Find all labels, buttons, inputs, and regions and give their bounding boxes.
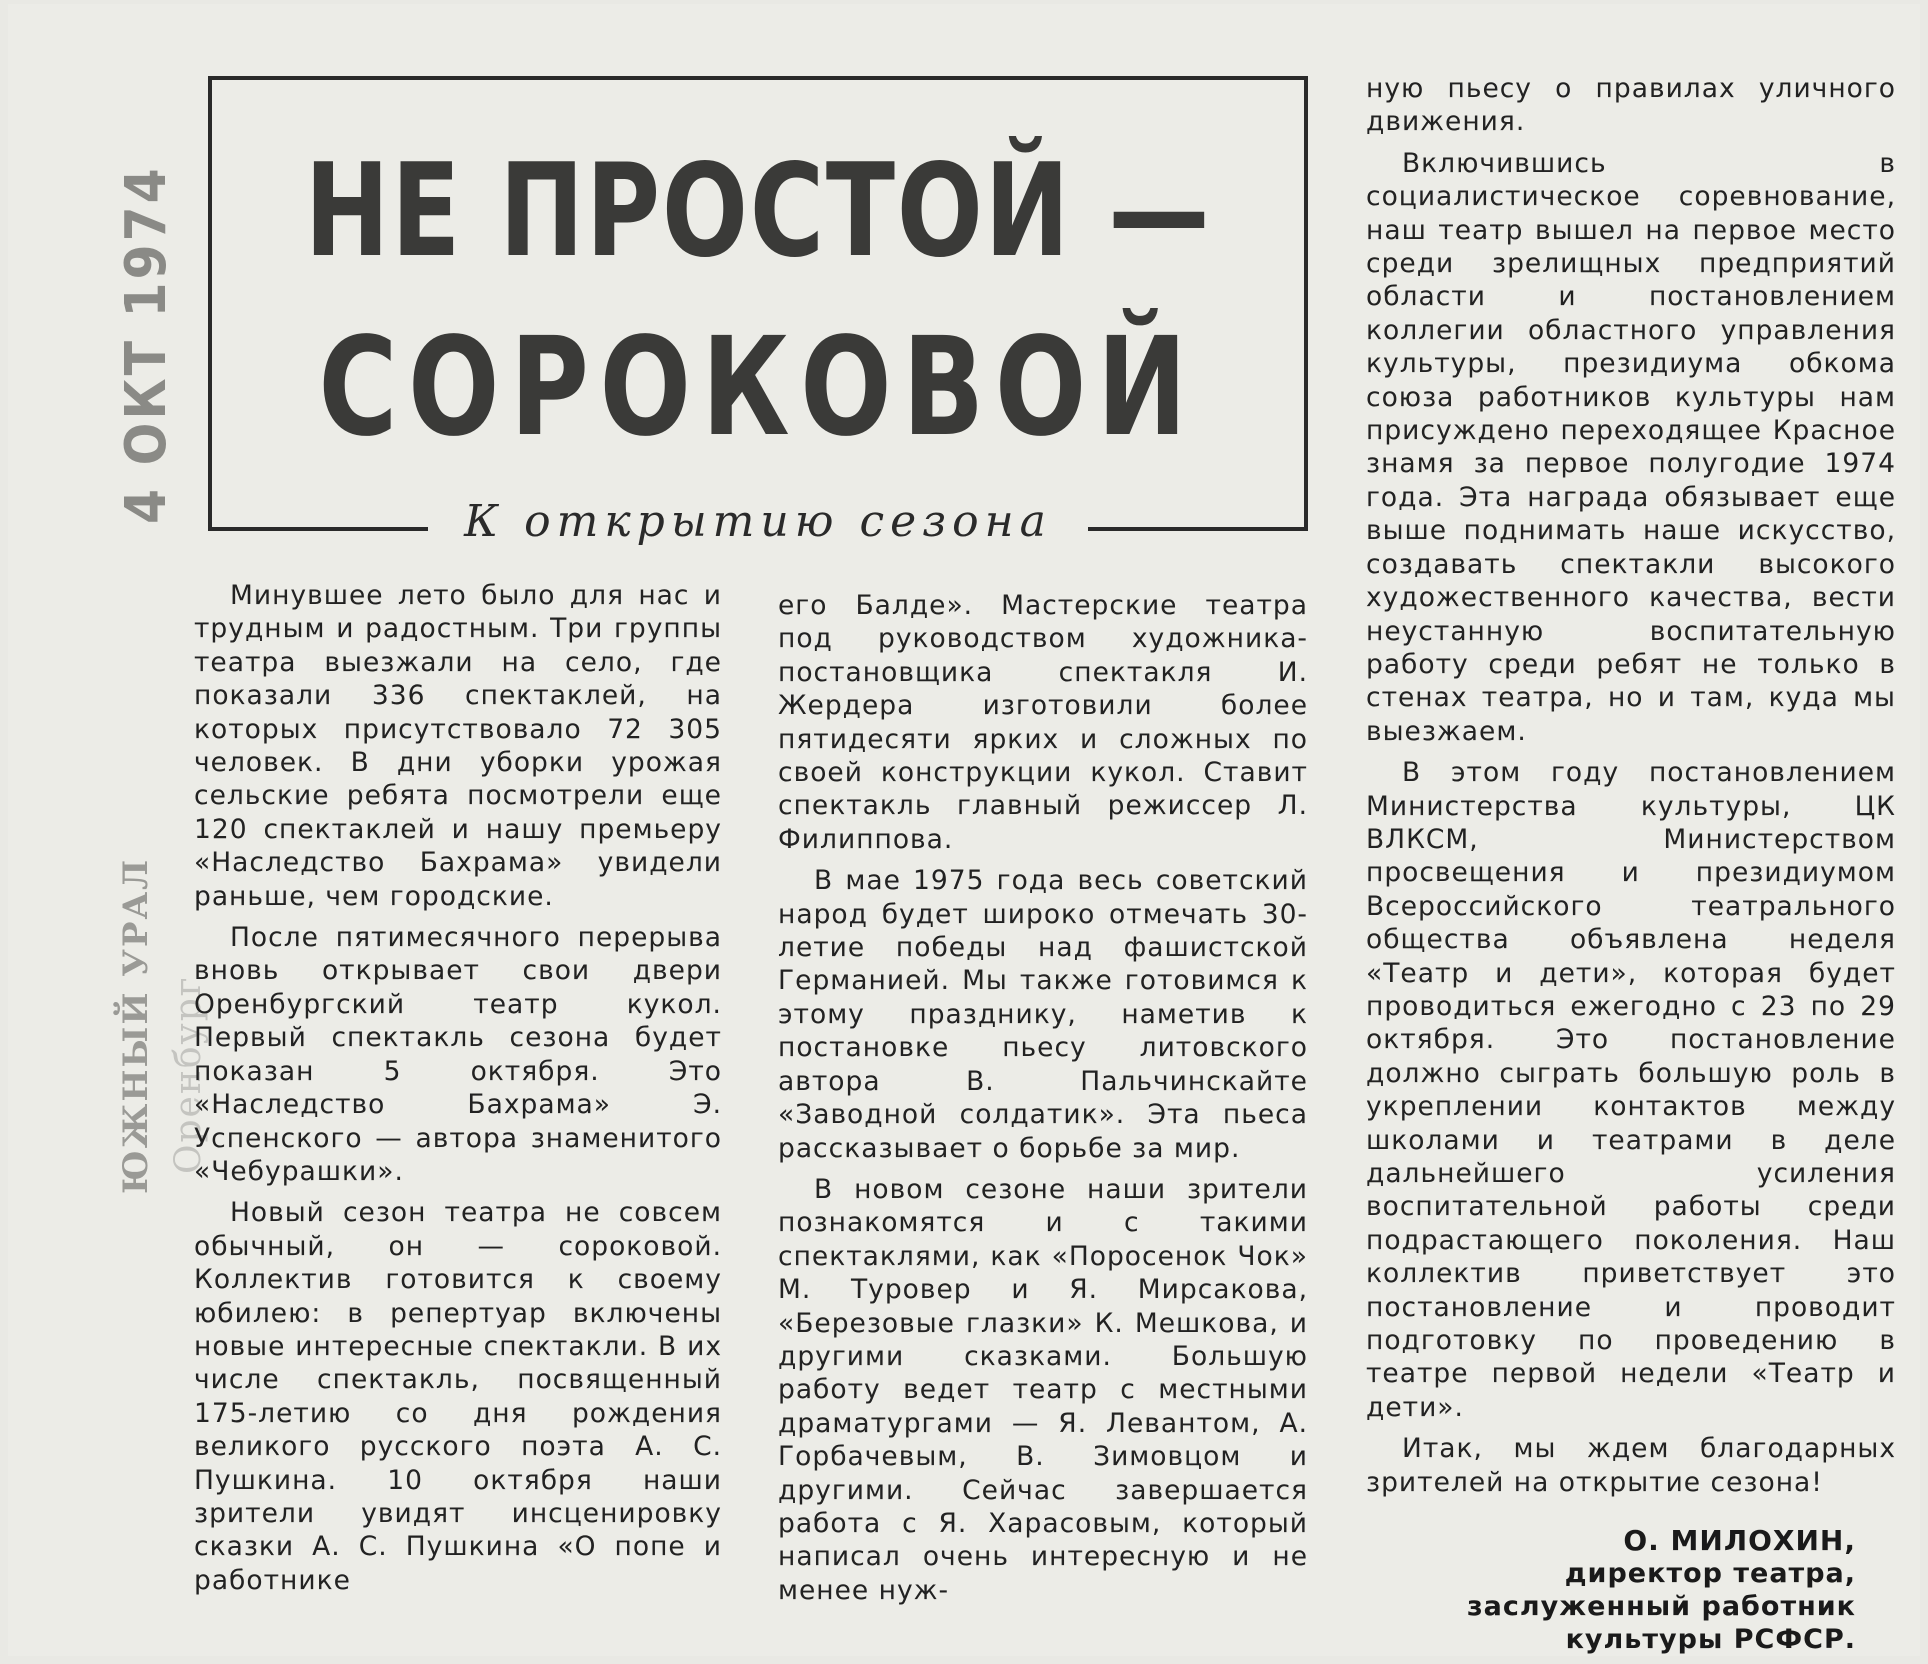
article-column-3 — [1366, 72, 1896, 1499]
article-column-2 — [778, 589, 1308, 1607]
date-stamp: 4 ОКТ 1974 — [114, 165, 179, 524]
article-subtitle: К открытию сезона — [428, 496, 1088, 547]
author-signature — [1366, 1524, 1856, 1656]
paragraph: Итак, мы ждем благодарных зрителей на открытие сезона! — [1366, 1433, 1896, 1498]
headline-frame — [208, 76, 1308, 531]
paragraph: В этом году постановлением Министерства культуры, ЦК ВЛКСМ, Министерством просвещения и президиумом Всероссийского театрального общества объявлена неделя «Театр и дети», которая будет проводиться ежегодно с 23 по 29 октября. Это постановление должно сыграть большую роль в укреплении контактов между школами и театрами в деле дальнейшего усиления воспитательной работы среди подрастающего поколения. Наш коллектив приветствует это постановление и проводит подготовку по проведению в театре первой недели «Театр и дети». — [1366, 757, 1896, 1423]
paragraph: Новый сезон театра не совсем обычный, он — сороковой. Коллектив готовится к своему юбилею: в репертуар включены новые интересные спектакли. В их числе спектакль, посвященный 175-летию со дня рождения великого русского поэта А. С. Пушкина. 10 октября наши зрители увидят инсценировку сказки А. С. Пушкина «О попе и работнике — [194, 1197, 722, 1596]
author-title: директор театра, — [1564, 1558, 1856, 1589]
paragraph: В мае 1975 года весь советский народ будет широко отмечать 30-летие победы над фашистской Германией. Мы также готовимся к этому празднику, наметив к постановке пьесу литовского автора В. Пальчинскайте «Заводной солдатик». Эта пьеса рассказывает о борьбе за мир. — [778, 865, 1308, 1164]
headline-line-2: СОРОКОВОЙ — [318, 309, 1198, 467]
author-name: О. МИЛОХИН, — [1623, 1524, 1856, 1557]
newspaper-clipping — [8, 4, 1920, 1656]
city-stamp: Оренбург — [168, 975, 209, 1174]
paragraph: После пятимесячного перерыва вновь открывает свои двери Оренбургский театр кукол. Первый спектакль сезона будет показан 5 октября. Это «Наследство Бахрама» Э. Успенского — автора знаменитого «Чебурашки». — [194, 922, 722, 1187]
paragraph: Включившись в социалистическое соревнование, наш театр вышел на первое место среди зрелищных предприятий области и постановлением коллегии областного управления культуры, президиума обкома союза работников культуры нам присуждено переходящее Красное знамя за первое полугодие 1974 года. Эта награда обязывает еще выше поднимать наше искусство, создавать спектакли высокого художественного качества, вести неустанную воспитательную работу среди ребят не только в стенах театра, но и там, куда мы выезжаем. — [1366, 147, 1896, 747]
headline-line-1: НЕ ПРОСТОЙ — — [304, 137, 1212, 286]
article-column-1 — [194, 579, 722, 1597]
paragraph: ную пьесу о правилах уличного движения. — [1366, 73, 1896, 138]
newspaper-name: ЮЖНЫЙ УРАЛ — [116, 857, 156, 1194]
author-title: культуры РСФСР. — [1565, 1624, 1856, 1655]
paragraph: его Балде». Мастерские театра под руководством художника-постановщика спектакля И. Жердера изготовили более пятидесяти ярких и сложных по своей конструкции кукол. Ставит спектакль главный режиссер Л. Филиппова. — [778, 590, 1308, 855]
author-title: заслуженный работник — [1466, 1591, 1856, 1622]
paragraph: В новом сезоне наши зрители познакомятся и с такими спектаклями, как «Поросенок Чок» М. Туровер и Я. Мирсакова, «Березовые глазки» К. Мешкова, и другими сказками. Большую работу ведет театр с местными драматургами — Я. Левантом, А. Горбачевым, В. Зимовцом и другими. Сейчас завершается работа с Я. Харасовым, который написал очень интересную и не менее нуж- — [778, 1173, 1308, 1606]
paragraph: Минувшее лето было для нас и трудным и радостным. Три группы театра выезжали на село, где показали 336 спектаклей, на которых присутствовало 72 305 человек. В дни уборки урожая сельские ребята посмотрели еще 120 спектаклей и нашу премьеру «Наследство Бахрама» увидели раньше, чем городские. — [194, 580, 722, 912]
